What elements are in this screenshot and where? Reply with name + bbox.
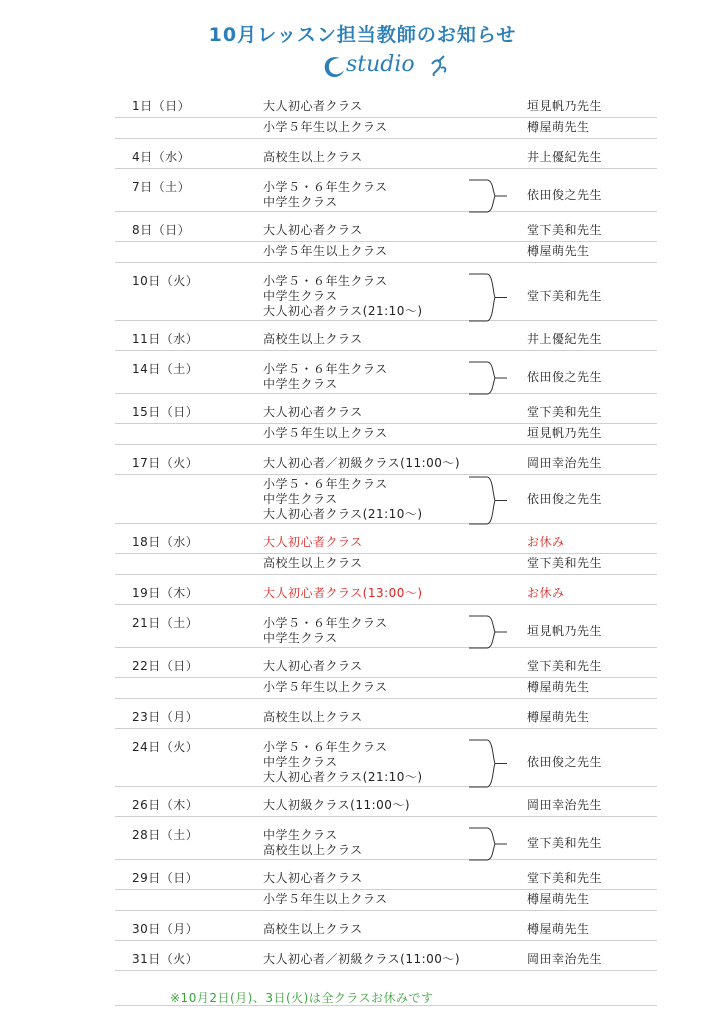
row-teacher: 垣見帆乃先生 [527, 623, 603, 638]
class-name: 小学５・６年生クラス [263, 477, 388, 491]
row-date: 18日（水） [132, 535, 199, 549]
table-row [115, 242, 657, 263]
row-teacher: 依田俊之先生 [527, 187, 603, 202]
row-classes [263, 586, 423, 601]
row-classes [263, 798, 410, 813]
class-name: 大人初心者／初級クラス(11:00～) [263, 952, 461, 966]
table-row [115, 678, 657, 699]
row-teacher: 垣見帆乃先生 [527, 426, 603, 440]
row-classes [263, 871, 363, 886]
row-classes [263, 952, 460, 967]
class-name: 大人初心者／初級クラス(11:00～) [263, 456, 461, 470]
row-classes [263, 710, 363, 725]
row-teacher: お休み [527, 535, 565, 549]
row-classes [263, 659, 363, 674]
class-name: 中学生クラス [263, 289, 338, 303]
table-row [115, 272, 657, 321]
class-name: 中学生クラス [263, 755, 338, 769]
class-name: 小学５年生以上クラス [263, 892, 388, 906]
class-name: 小学５年生以上クラス [263, 120, 388, 134]
table-row [115, 614, 657, 648]
row-classes [263, 405, 363, 420]
row-classes [263, 426, 388, 441]
row-teacher: 岡田幸治先生 [527, 456, 603, 470]
row-teacher: 堂下美和先生 [527, 405, 603, 419]
row-classes [263, 616, 388, 646]
row-classes [263, 332, 363, 347]
brace-icon [467, 178, 517, 214]
table-row [115, 475, 657, 524]
row-teacher: 堂下美和先生 [527, 835, 603, 850]
row-classes [263, 120, 388, 135]
table-row [115, 178, 657, 212]
table-row [115, 221, 657, 242]
class-name: 中学生クラス [263, 631, 338, 645]
row-date: 23日（月） [132, 710, 199, 724]
class-name: 大人初心者クラス [263, 405, 363, 419]
logo-text: studio [346, 52, 415, 77]
row-teacher: 樽屋萌先生 [527, 244, 590, 258]
table-row [115, 657, 657, 678]
class-name: 中学生クラス [263, 492, 338, 506]
table-row [115, 554, 657, 575]
table-row [115, 148, 657, 169]
row-classes [263, 362, 388, 392]
row-date: 26日（木） [132, 798, 199, 812]
table-row [115, 424, 657, 445]
row-teacher: 堂下美和先生 [527, 871, 603, 885]
row-date: 28日（土） [132, 828, 199, 842]
row-classes [263, 223, 363, 238]
class-name: 高校生以上クラス [263, 332, 363, 346]
row-date: 30日（月） [132, 922, 199, 936]
class-name: 大人初心者クラス(21:10～) [263, 304, 423, 318]
class-name: 小学５・６年生クラス [263, 180, 388, 194]
table-row [115, 454, 657, 475]
row-classes [263, 99, 363, 114]
row-teacher: 依田俊之先生 [527, 492, 603, 506]
class-name: 大人初心者クラス(21:10～) [263, 770, 423, 784]
class-name: 小学５・６年生クラス [263, 740, 388, 754]
brace-icon [467, 475, 517, 526]
class-name: 小学５年生以上クラス [263, 680, 388, 694]
row-teacher: 岡田幸治先生 [527, 798, 603, 812]
class-name: 小学５・６年生クラス [263, 616, 388, 630]
row-classes [263, 740, 423, 785]
holiday-note: ※10月2日(月)、3日(火)は全クラスお休みです [170, 991, 434, 1005]
table-row [115, 890, 657, 911]
row-teacher: 依田俊之先生 [527, 369, 603, 384]
table-row [115, 403, 657, 424]
class-name: 中学生クラス [263, 377, 338, 391]
class-name: 大人初心者クラス [263, 659, 363, 673]
table-row [115, 118, 657, 139]
class-name: 小学５・６年生クラス [263, 274, 388, 288]
page-title: 10月レッスン担当教師のお知らせ [208, 24, 517, 46]
class-name: 大人初心者クラス(21:10～) [263, 507, 423, 521]
class-name: 大人初心者クラス [263, 535, 363, 549]
row-teacher: 樽屋萌先生 [527, 710, 590, 724]
row-date: 1日（日） [132, 99, 191, 113]
class-name: 小学５年生以上クラス [263, 244, 388, 258]
row-date: 19日（木） [132, 586, 199, 600]
class-name: 大人初心者クラス [263, 871, 363, 885]
row-teacher: 依田俊之先生 [527, 755, 603, 769]
row-classes [263, 244, 388, 259]
class-name: 大人初心者クラス [263, 99, 363, 113]
table-row [115, 360, 657, 394]
table-row [115, 826, 657, 860]
row-date: 10日（火） [132, 274, 199, 288]
row-date: 7日（土） [132, 180, 191, 194]
table-row [115, 584, 657, 605]
table-row [115, 97, 657, 118]
row-date: 4日（水） [132, 150, 191, 164]
row-classes [263, 556, 363, 571]
table-row [115, 950, 657, 971]
class-name: 大人初心者クラス(13:00～) [263, 586, 423, 600]
table-row [115, 708, 657, 729]
brace-icon [467, 826, 517, 862]
class-name: 高校生以上クラス [263, 710, 363, 724]
row-classes [263, 150, 363, 165]
row-date: 15日（日） [132, 405, 199, 419]
row-classes [263, 922, 363, 937]
brace-icon [467, 614, 517, 650]
class-name: 中学生クラス [263, 195, 338, 209]
row-date: 8日（日） [132, 223, 191, 237]
row-teacher: 岡田幸治先生 [527, 952, 603, 966]
row-classes [263, 274, 423, 319]
row-teacher: お休み [527, 586, 565, 600]
brace-icon [467, 272, 517, 323]
row-teacher: 樽屋萌先生 [527, 680, 590, 694]
table-row [115, 738, 657, 787]
row-teacher: 堂下美和先生 [527, 289, 603, 303]
row-teacher: 樽屋萌先生 [527, 922, 590, 936]
class-name: 中学生クラス [263, 828, 338, 842]
row-classes [263, 456, 460, 471]
brace-icon [467, 360, 517, 396]
row-classes [263, 828, 363, 858]
row-classes [263, 535, 363, 550]
row-date: 17日（火） [132, 456, 199, 470]
class-name: 高校生以上クラス [263, 843, 363, 857]
row-date: 31日（火） [132, 952, 199, 966]
row-classes [263, 892, 388, 907]
table-row [115, 796, 657, 817]
table-row [115, 533, 657, 554]
row-teacher: 井上優紀先生 [527, 332, 603, 346]
row-teacher: 樽屋萌先生 [527, 892, 590, 906]
class-name: 高校生以上クラス [263, 556, 363, 570]
table-row [115, 920, 657, 941]
row-teacher: 垣見帆乃先生 [527, 99, 603, 113]
row-date: 29日（日） [132, 871, 199, 885]
brace-icon [467, 738, 517, 789]
row-teacher: 堂下美和先生 [527, 556, 603, 570]
row-date: 24日（火） [132, 740, 199, 754]
class-name: 小学５年生以上クラス [263, 426, 388, 440]
row-teacher: 堂下美和先生 [527, 223, 603, 237]
class-name: 大人初級クラス(11:00～) [263, 798, 411, 812]
row-date: 14日（土） [132, 362, 199, 376]
table-row [115, 869, 657, 890]
row-date: 22日（日） [132, 659, 199, 673]
row-teacher: 樽屋萌先生 [527, 120, 590, 134]
class-name: 高校生以上クラス [263, 150, 363, 164]
row-classes [263, 477, 423, 522]
row-classes [263, 180, 388, 210]
class-name: 高校生以上クラス [263, 922, 363, 936]
class-name: 大人初心者クラス [263, 223, 363, 237]
row-classes [263, 680, 388, 695]
table-row [115, 330, 657, 351]
row-date: 11日（水） [132, 332, 199, 346]
row-teacher: 堂下美和先生 [527, 659, 603, 673]
class-name: 小学５・６年生クラス [263, 362, 388, 376]
row-date: 21日（土） [132, 616, 199, 630]
row-teacher: 井上優紀先生 [527, 150, 603, 164]
